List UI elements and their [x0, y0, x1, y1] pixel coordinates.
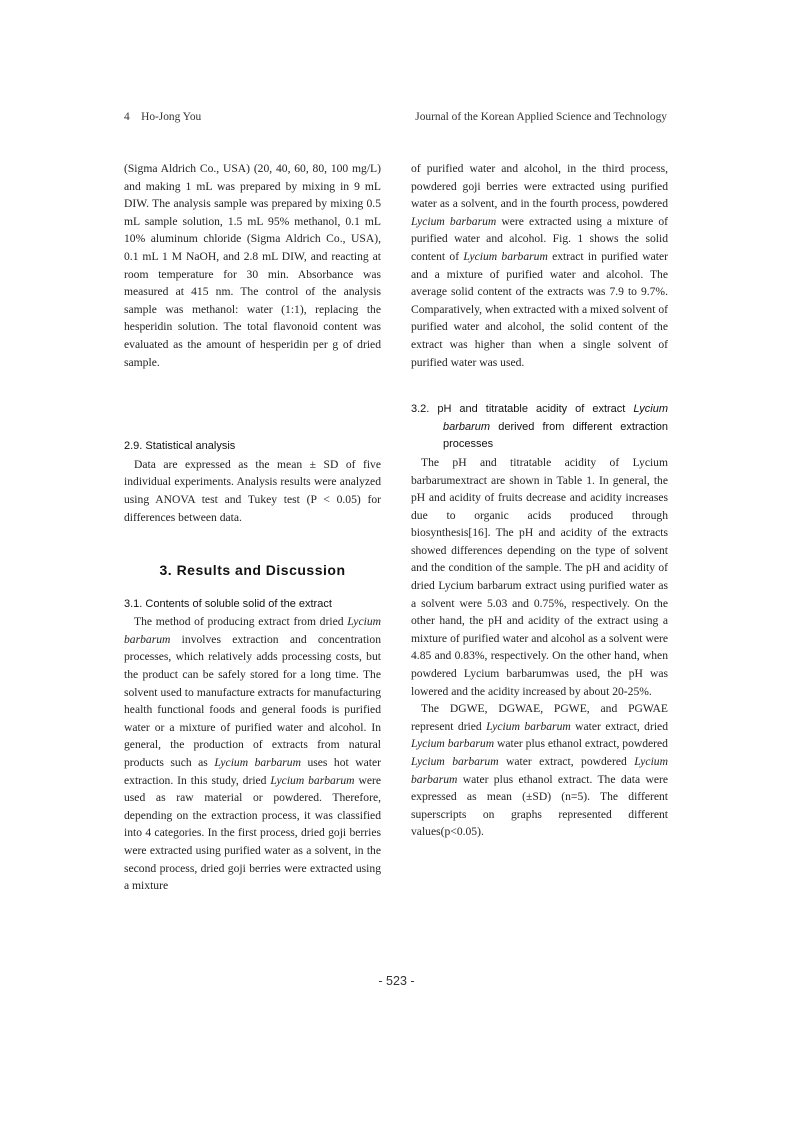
- heading-3-1: 3.1. Contents of soluble solid of the extract: [124, 597, 332, 610]
- page-footer-number: - 523 -: [378, 974, 415, 988]
- heading-3-2: 3.2. pH and titratable acidity of extract Lycium barbarum derived from different extraction processes: [411, 403, 668, 451]
- paragraph-abbreviations: The DGWE, DGWAE, PGWE, and PGWAE represent dried Lycium barbarum water extract, dried Lycium barbarum water plus ethanol extract, powdered Lycium barbarum water extract, powdered Lycium barbarum water plus ethanol extract. The data were expressed as mean (±SD) (n=5). The different superscripts on graphs represented different values(p<0.05).: [411, 702, 669, 839]
- paragraph-soluble-solid: The method of producing extract from dried Lycium barbarum involves extraction and concentration processes, which relatively adds processing costs, but the product can be safely stored for a long time. The solvent used to manufacture extracts for manufacturing health functional foods and general foods is purified water or a mixture of purified water and alcohol. In general, the production of extracts from natural products such as Lycium barbarum uses hot water extraction. In this study, dried Lycium barbarum were used as raw material or powdered. Therefore, depending on the extraction process, it was classified into 4 categories. In the first process, dried goji berries were extracted using purified water as a solvent, in the second process, dried goji berries were extracted using a mixture: [124, 615, 381, 893]
- page-number: 4: [124, 111, 130, 123]
- paragraph-ph-acidity: The pH and titratable acidity of Lycium barbarumextract are shown in Table 1. In general, the pH and acidity of fruits decrease and acidity increases due to organic acids produced through biosynthesis[16]. The pH and acidity of the extracts showed differences depending on the type of solvent and the condition of the sample. The pH and acidity of dried Lycium barbarum extract using purified water as a solvent were 5.03 and 0.75%, respectively. On the other hand, the pH and acidity of the extract using a mixture of purified water and alcohol as a solvent were 4.85 and 0.83%, respectively. On the other hand, when powdered Lycium barbarumwas used, the pH was lowered and the acidity increased by about 20-25%.: [411, 455, 668, 698]
- author-name: Ho-Jong You: [141, 111, 202, 123]
- journal-name: Journal of the Korean Applied Science and Technology: [415, 111, 667, 123]
- paragraph-flavonoid-method: (Sigma Aldrich Co., USA) (20, 40, 60, 80, 100 mg/L) and making 1 mL was prepared by mixing in 9 mL DIW. The analysis sample was prepared by mixing 0.5 mL sample solution, 1.5 mL 95% methanol, 0.1 mL 10% aluminum chloride (Sigma Aldrich Co., USA), 0.1 mL 1 M NaOH, and 2.8 mL DIW, and reacting at room temperature for 30 min. Absorbance was measured at 415 nm. The control of the analysis sample was methanol: water (1:1), replacing the hesperidin solution. The total flavonoid content was evaluated as the amount of hesperidin per g of dried sample.: [124, 162, 381, 369]
- paragraph-statistical-analysis: Data are expressed as the mean ± SD of five individual experiments. Analysis results were analyzed using ANOVA test and Tukey test (P < 0.05) for differences between data.: [124, 457, 381, 524]
- paragraph-solid-content: of purified water and alcohol, in the third process, powdered goji berries were extracted using purified water as a solvent, and in the fourth process, powdered Lycium barbarum were extracted using a mixture of purified water and alcohol. Fig. 1 shows the solid content of Lycium barbarum extract in purified water and a mixture of purified water and alcohol. The average solid content of the extracts was 7.9 to 9.7%. Comparatively, when extracted with a mixed solvent of purified water and alcohol, the solid content of the extract was higher than when a single solvent of purified water was used.: [411, 162, 668, 369]
- section-title-results: 3. Results and Discussion: [159, 562, 346, 579]
- right-column: [411, 160, 668, 841]
- running-header-left: [124, 111, 201, 123]
- left-column: [124, 160, 381, 895]
- heading-2-9: 2.9. Statistical analysis: [124, 440, 236, 453]
